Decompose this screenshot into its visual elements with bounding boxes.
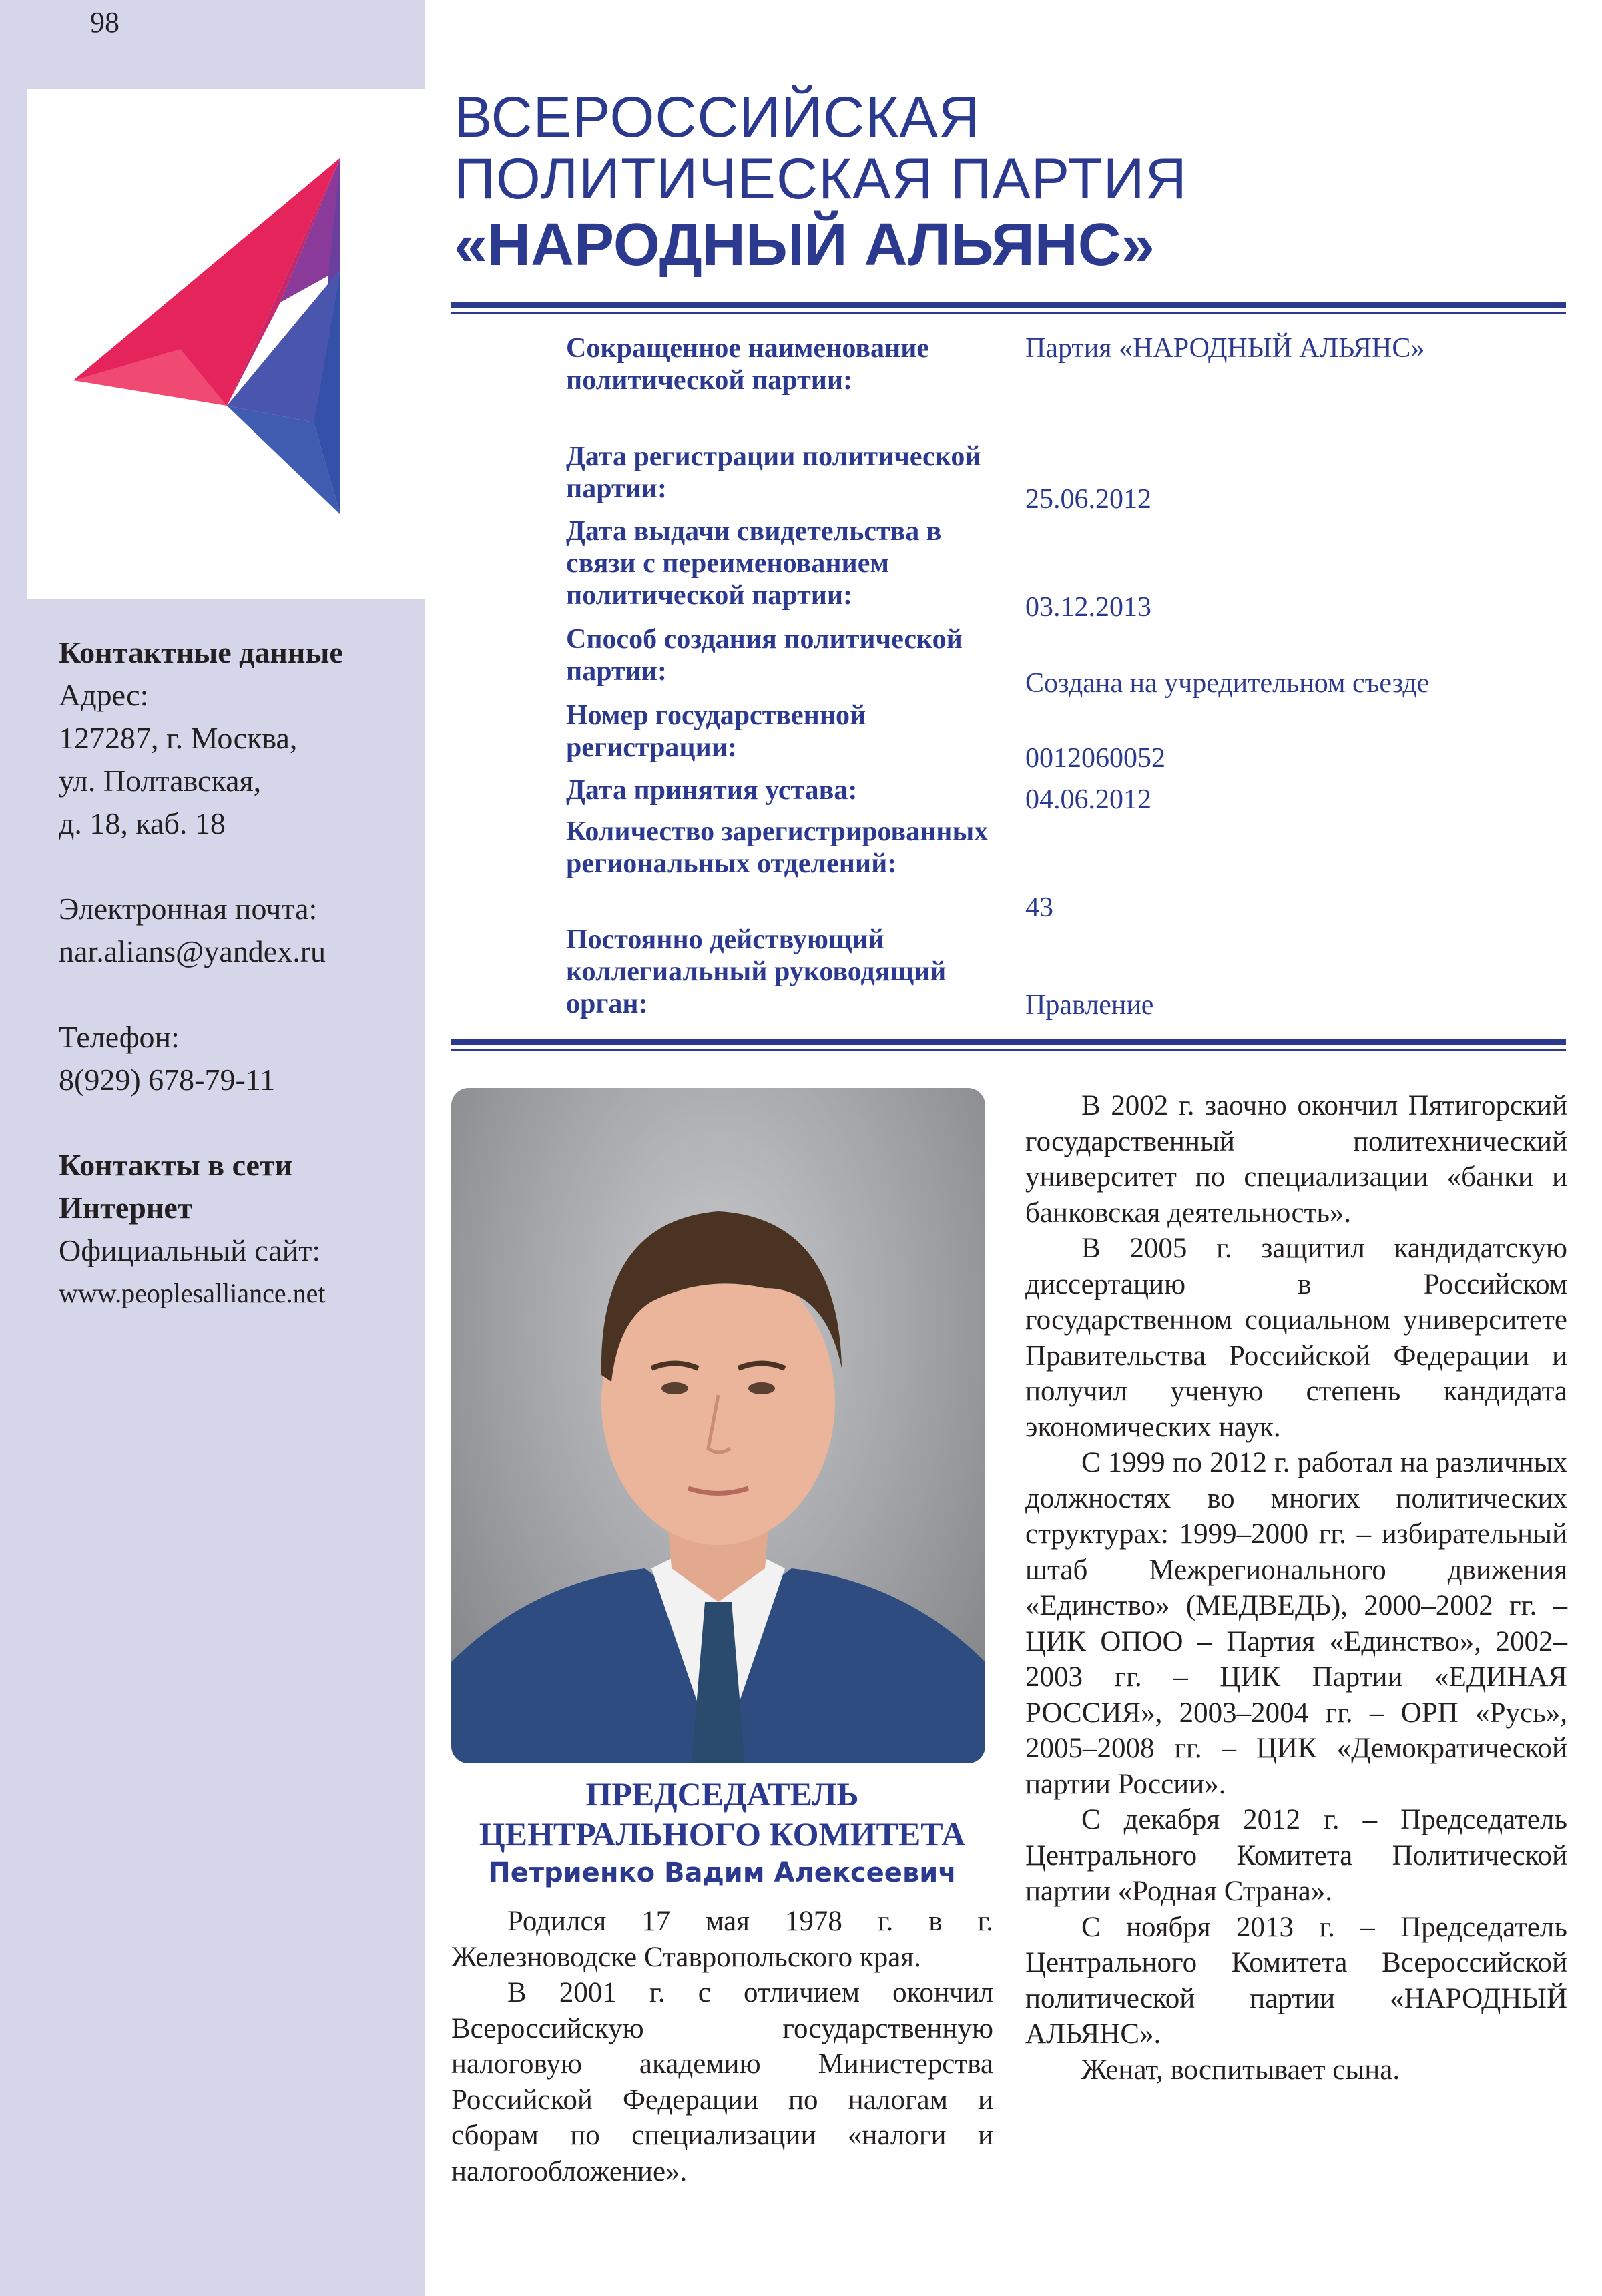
info-label: Дата выдачи свидетельства в связи с переименованием политической партии: [566,516,942,611]
info-row [566,441,1567,515]
bio-paragraph: В 2005 г. защитил кандидатскую диссертацию в Российском государственном социальном университете Правительства Российской Федерации и получил ученую степень кандидата экономических наук. [1025,1233,1567,1443]
contacts-heading: Контактные данные [59,635,343,669]
title-line-3: «НАРОДНЫЙ АЛЬЯНС» [454,212,1155,278]
info-value: 0012060052 [1025,743,1165,774]
info-value: 43 [1025,892,1053,923]
info-label: Постоянно действующий коллегиальный руководящий орган: [566,924,947,1019]
chairman-title-line-2: ЦЕНТРАЛЬНОГО КОМИТЕТА [479,1815,966,1853]
site-link[interactable]: www.peoplesalliance.net [59,1278,326,1308]
contact-block [59,631,413,1315]
phone-label: Телефон: [59,1020,180,1054]
page-number: 98 [90,6,119,39]
info-row [566,816,1567,924]
party-info-table [566,332,1567,1021]
info-value: 04.06.2012 [1025,784,1151,815]
top-divider [451,302,1566,314]
chairman-portrait [451,1088,985,1763]
paper-plane-logo-icon [27,89,425,599]
bio-paragraph: Женат, воспитывает сына. [1081,2054,1400,2086]
bio-paragraph: Родился 17 мая 1978 г. в г. Железноводске Ставропольского края. [451,1906,993,1973]
internet-heading-line-1: Контакты в сети [59,1148,293,1182]
address-line-3: д. 18, каб. 18 [59,806,226,840]
email-label: Электронная почта: [59,892,318,926]
title-line-1: ВСЕРОССИЙСКАЯ [454,85,981,150]
chairman-title-line-1: ПРЕДСЕДАТЕЛЬ [585,1775,859,1813]
page-title [454,87,1589,280]
info-label: Количество зарегистрированных региональных отделений: [566,816,989,879]
internet-heading-line-2: Интернет [59,1191,193,1225]
chairman-title [451,1774,993,1854]
biography-right-column [1025,1088,1567,2088]
info-value: 25.06.2012 [1025,484,1151,515]
info-label: Сокращенное наименование политической партии: [566,333,930,396]
info-value: Партия «НАРОДНЫЙ АЛЬЯНС» [1025,333,1425,364]
info-value: Создана на учредительном съезде [1025,668,1430,699]
party-logo [27,89,425,599]
info-label: Дата принятия устава: [566,775,858,806]
bio-paragraph: С ноября 2013 г. – Председатель Центрального Комитета Всероссийской политической партии «НАРОДНЫЙ АЛЬЯНС». [1025,1911,1567,2050]
portrait-illustration-icon [451,1088,985,1763]
bottom-divider [451,1039,1566,1051]
info-row [566,515,1567,623]
info-row [566,774,1567,816]
phone-value: 8(929) 678-79-11 [59,1063,276,1097]
sidebar [0,0,425,2296]
chairman-name: Петриенко Вадим Алексеевич [488,1857,957,1888]
info-row [566,924,1567,1021]
info-row [566,623,1567,699]
address-line-1: 127287, г. Москва, [59,721,298,755]
info-row [566,699,1567,774]
bio-paragraph: В 2001 г. с отличием окончил Всероссийскую государственную налоговую академию Министерства Российской Федерации по налогам и сборам по специализации «налоги и налогообложение». [451,1977,993,2187]
bio-paragraph: В 2002 г. заочно окончил Пятигорский государственный политехнический университет по специализации «банки и банковская деятельность». [1025,1090,1567,1229]
site-label: Официальный сайт: [59,1233,321,1267]
email-value[interactable]: nar.alians@yandex.ru [59,934,326,968]
address-label: Адрес: [59,678,149,712]
info-value: Правление [1025,990,1154,1021]
title-line-2: ПОЛИТИЧЕСКАЯ ПАРТИЯ [454,147,1187,211]
biography-left-column [451,1904,993,2189]
info-label: Номер государственной регистрации: [566,700,866,763]
info-label: Способ создания политической партии: [566,624,963,687]
info-label: Дата регистрации политической партии: [566,441,981,504]
address-line-2: ул. Полтавская, [59,764,262,798]
info-value: 03.12.2013 [1025,592,1151,623]
bio-paragraph: С 1999 по 2012 г. работал на различных должностях во многих политических структурах: 1999–2000 гг. – избирательный штаб Межрегионального движения «Единство» (МЕДВЕДЬ), 2000–2002 гг. – ЦИК ОПОО – Партия «Единство», 2002–2003 гг. – ЦИК Партии «ЕДИНАЯ РОССИЯ», 2003–2004 гг. – ОРП «Русь», 2005–2008 гг. – ЦИК «Демократической партии России». [1025,1447,1567,1800]
info-row [566,332,1567,441]
bio-paragraph: С декабря 2012 г. – Председатель Центрального Комитета Политической партии «Родная Страна». [1025,1804,1567,1907]
